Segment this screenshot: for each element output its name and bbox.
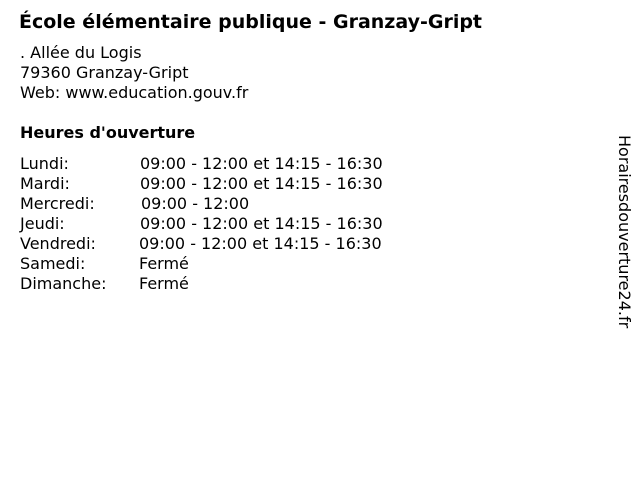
- time-range: 09:00 - 12:00 et 14:15 - 16:30: [139, 234, 382, 253]
- day-label: Mardi:: [20, 174, 70, 193]
- time-range: 09:00 - 12:00 et 14:15 - 16:30: [140, 174, 383, 193]
- time-range: 09:00 - 12:00 et 14:15 - 16:30: [140, 154, 383, 173]
- street-address: . Allée du Logis: [20, 43, 142, 62]
- day-label: Mercredi:: [20, 194, 95, 213]
- day-label: Jeudi:: [20, 214, 65, 233]
- brand-text: Horairesdouverture24.fr: [615, 135, 634, 329]
- website-line[interactable]: Web: www.education.gouv.fr: [20, 83, 249, 102]
- time-range: Fermé: [139, 254, 189, 273]
- day-label: Vendredi:: [20, 234, 96, 253]
- day-label: Samedi:: [20, 254, 86, 273]
- postal-city: 79360 Granzay-Gript: [20, 63, 189, 82]
- day-label: Lundi:: [20, 154, 69, 173]
- time-range: Fermé: [139, 274, 189, 293]
- page-title: École élémentaire publique - Granzay-Gript: [19, 11, 483, 33]
- brand-watermark: [612, 135, 636, 375]
- opening-hours-heading: Heures d'ouverture: [20, 123, 196, 142]
- day-label: Dimanche:: [20, 274, 107, 293]
- address-block: [20, 43, 248, 103]
- time-range: 09:00 - 12:00: [141, 194, 250, 213]
- time-range: 09:00 - 12:00 et 14:15 - 16:30: [140, 214, 383, 233]
